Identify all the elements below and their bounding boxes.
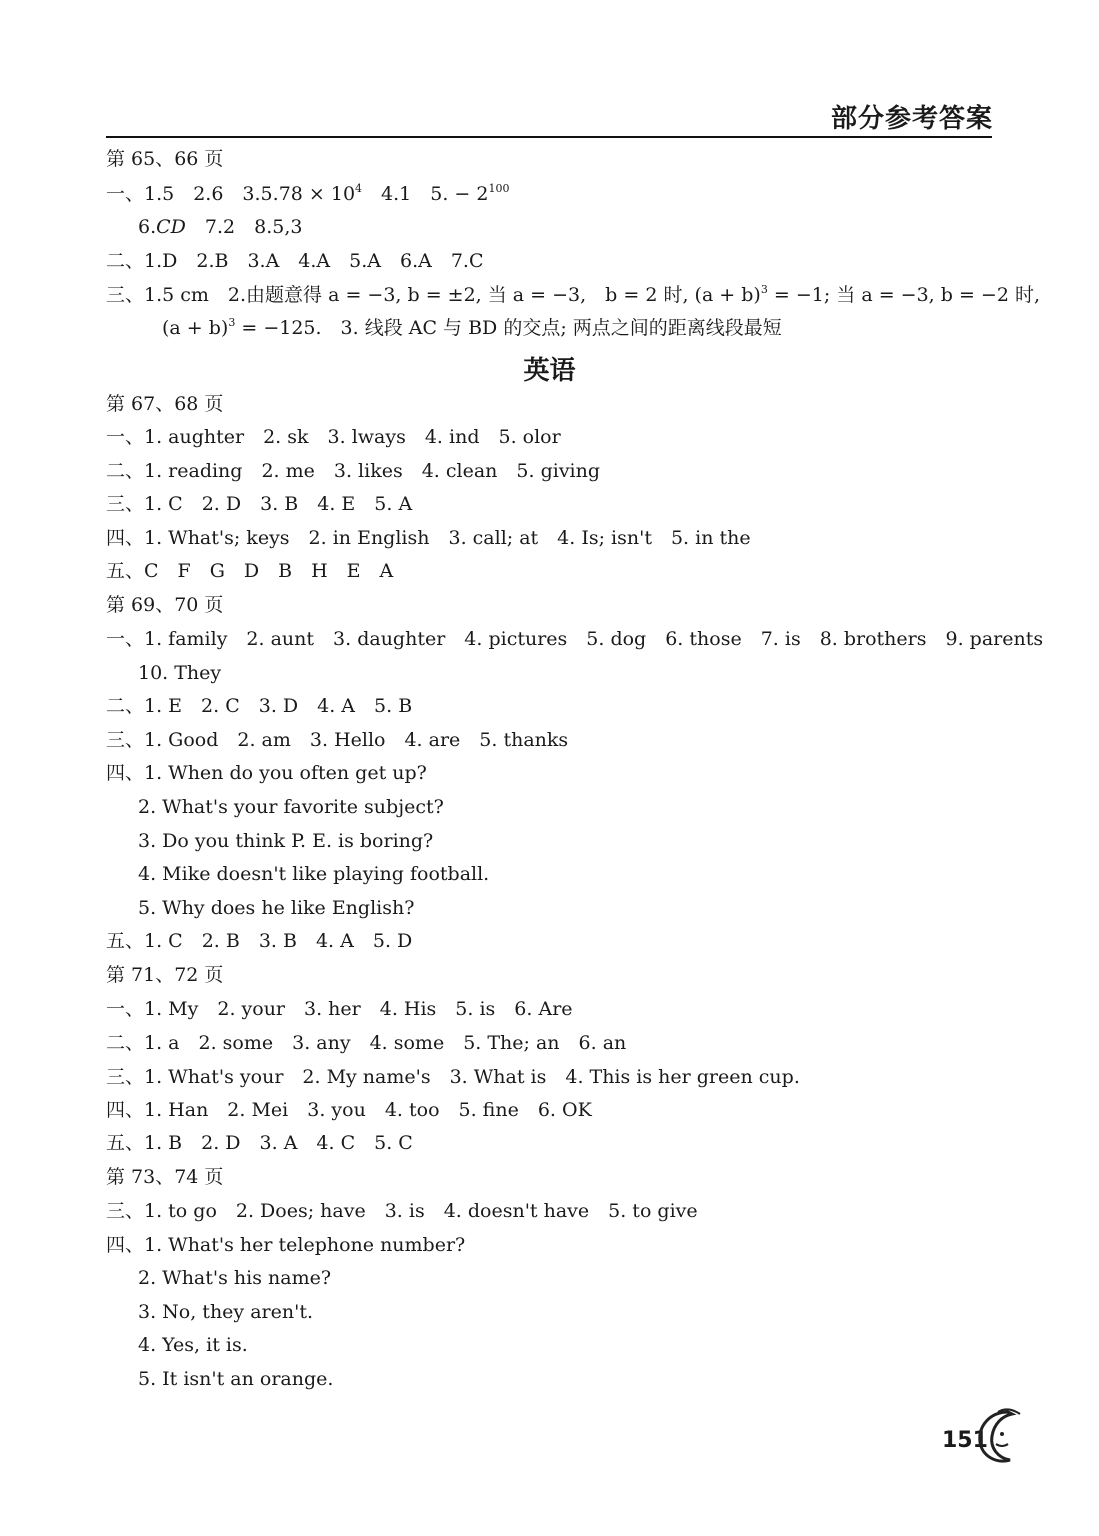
math-q3-l1-text: 三、1.5 cm 2.由题意得 a = −3, b = ±2, 当 a = −3, b = 2 时, (a + b) xyxy=(106,284,761,306)
eng-line: 2. What's his name? xyxy=(138,1267,332,1289)
math-q3-exp1: 3 xyxy=(760,283,768,296)
eng-line: 四、1. What's; keys 2. in English 3. call; at 4. Is; isn't 5. in the xyxy=(106,527,751,549)
math-q3-line2 xyxy=(162,316,782,340)
math-q1-exp1: 4 xyxy=(355,182,363,195)
eng-line: 四、1. When do you often get up? xyxy=(106,762,427,784)
math-q1-cont-num: 6. xyxy=(138,216,157,238)
eng-line: 三、1. Good 2. am 3. Hello 4. are 5. thanks xyxy=(106,729,569,751)
eng-line: 4. Yes, it is. xyxy=(138,1334,248,1356)
eng-line: 一、1. My 2. your 3. her 4. His 5. is 6. Are xyxy=(106,998,573,1020)
math-q1-prefix: 一、1.5 2.6 3.5.78 × 10 xyxy=(106,183,356,205)
math-q3-l1-end: = −1; 当 a = −3, b = −2 时, xyxy=(767,284,1040,306)
math-q1-mid: 4.1 5. − 2 xyxy=(362,183,489,205)
eng-line: 三、1. C 2. D 3. B 4. E 5. A xyxy=(106,493,413,515)
math-q1-cont-rest: 7.2 8.5,3 xyxy=(185,216,303,238)
eng-line: 一、1. family 2. aunt 3. daughter 4. pictures 5. dog 6. those 7. is 8. brothers 9. parents xyxy=(106,628,1044,650)
math-q1-cd: CD xyxy=(156,216,186,238)
eng-line: 第 73、74 页 xyxy=(106,1166,224,1188)
eng-line: 第 67、68 页 xyxy=(106,393,224,415)
eng-line: 五、1. C 2. B 3. B 4. A 5. D xyxy=(106,930,413,952)
math-page-label: 第 65、66 页 xyxy=(106,148,224,170)
eng-line: 一、1. aughter 2. sk 3. lways 4. ind 5. olor xyxy=(106,426,561,448)
eng-line: 四、1. Han 2. Mei 3. you 4. too 5. fine 6. OK xyxy=(106,1099,592,1121)
english-title: 英语 xyxy=(523,356,576,386)
eng-line: 四、1. What's her telephone number? xyxy=(106,1234,466,1256)
eng-line: 五、1. B 2. D 3. A 4. C 5. C xyxy=(106,1132,413,1154)
eng-line: 二、1. a 2. some 3. any 4. some 5. The; an 6. an xyxy=(106,1032,627,1054)
eng-line: 3. Do you think P. E. is boring? xyxy=(138,830,434,852)
eng-line: 2. What's your favorite subject? xyxy=(138,796,444,818)
header-title: 部分参考答案 xyxy=(830,104,993,134)
eng-line: 10. They xyxy=(138,662,222,684)
eng-line: 三、1. What's your 2. My name's 3. What is 4. This is her green cup. xyxy=(106,1066,800,1088)
header-rule xyxy=(106,136,992,138)
math-q3-l2-end: = −125. 3. 线段 AC 与 BD 的交点; 两点之间的距离线段最短 xyxy=(235,317,782,339)
moon-mascot-icon xyxy=(968,1406,1028,1466)
math-q3-l2-start: (a + b) xyxy=(162,317,229,339)
math-q2: 二、1.D 2.B 3.A 4.A 5.A 6.A 7.C xyxy=(106,250,484,272)
eng-line: 二、1. reading 2. me 3. likes 4. clean 5. giving xyxy=(106,460,601,482)
eng-line: 4. Mike doesn't like playing football. xyxy=(138,863,490,885)
math-q3-line1 xyxy=(106,283,1040,307)
eng-line: 五、C F G D B H E A xyxy=(106,560,394,582)
eng-line: 5. It isn't an orange. xyxy=(138,1368,334,1390)
math-q3-exp2: 3 xyxy=(228,316,236,329)
eng-line: 3. No, they aren't. xyxy=(138,1301,313,1323)
eng-line: 第 71、72 页 xyxy=(106,964,224,986)
eng-line: 三、1. to go 2. Does; have 3. is 4. doesn't have 5. to give xyxy=(106,1200,698,1222)
eng-line: 二、1. E 2. C 3. D 4. A 5. B xyxy=(106,695,413,717)
page-number: 151 xyxy=(942,1428,988,1453)
math-q1-exp2: 100 xyxy=(488,182,510,195)
math-q1-cont xyxy=(138,215,302,239)
eng-line: 5. Why does he like English? xyxy=(138,897,415,919)
math-q1 xyxy=(106,182,509,206)
eng-line: 第 69、70 页 xyxy=(106,594,224,616)
